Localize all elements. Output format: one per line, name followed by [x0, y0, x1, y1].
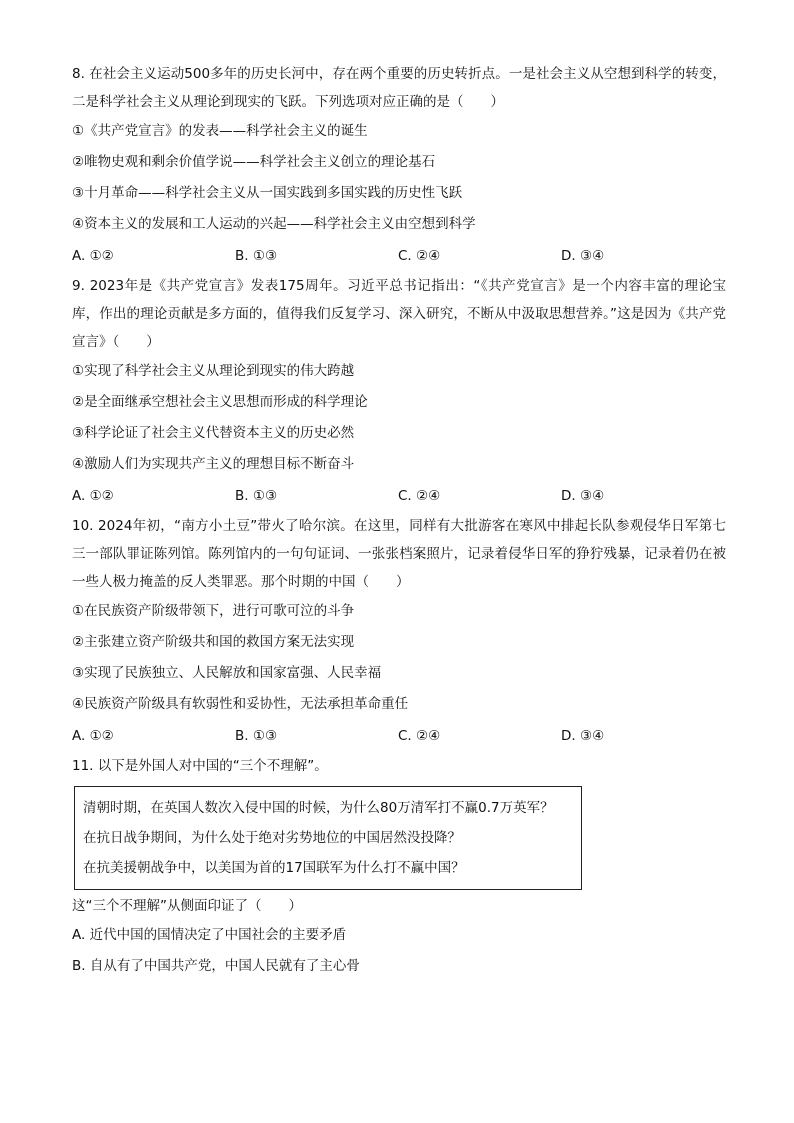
choice-d[interactable]: D. ③④	[561, 248, 605, 264]
statement-item: ④民族资产阶级具有软弱性和妥协性，无法承担革命重任	[72, 696, 409, 712]
exam-content	[72, 60, 726, 982]
quote-line: 在抗日战争期间，为什么处于绝对劣势地位的中国居然没投降？	[83, 830, 461, 846]
statement-item: ②主张建立资产阶级共和国的救国方案无法实现	[72, 634, 355, 650]
choice-a[interactable]: A. 近代中国的国情决定了中国社会的主要矛盾	[72, 927, 347, 943]
answer-choices	[72, 240, 726, 272]
question-prompt: 这“三个不理解”从侧面印证了（ ）	[72, 898, 302, 914]
question-stem: 11. 以下是外国人对中国的“三个不理解”。	[72, 758, 328, 774]
choice-a[interactable]: A. ①②	[72, 248, 114, 264]
quote-line: 在抗美援朝战争中，以美国为首的17国联军为什么打不赢中国？	[83, 860, 465, 876]
choice-b[interactable]: B. ①③	[235, 488, 278, 504]
statement-item: ①在民族资产阶级带领下，进行可歌可泣的斗争	[72, 603, 355, 619]
choice-b[interactable]: B. ①③	[235, 728, 278, 744]
answer-choices	[72, 720, 726, 752]
choice-c[interactable]: C. ②④	[398, 728, 441, 744]
question-9	[72, 272, 726, 512]
question-11	[72, 752, 726, 982]
statement-item: ②是全面继承空想社会主义思想而形成的科学理论	[72, 394, 368, 410]
choice-a[interactable]: A. ①②	[72, 728, 114, 744]
statement-item: ③实现了民族独立、人民解放和国家富强、人民幸福	[72, 665, 382, 681]
question-stem: 8. 在社会主义运动500多年的历史长河中，存在两个重要的历史转折点。一是社会主义从空想到科学的转变，二是科学社会主义从理论到现实的飞跃。下列选项对应正确的是（ ）	[72, 66, 726, 110]
statement-item: ④激励人们为实现共产主义的理想目标不断奋斗	[72, 456, 355, 472]
quote-line: 清朝时期，在英国人数次入侵中国的时候，为什么80万清军打不赢0.7万英军？	[83, 800, 554, 816]
statement-item: ②唯物史观和剩余价值学说——科学社会主义创立的理论基石	[72, 154, 436, 170]
choice-d[interactable]: D. ③④	[561, 488, 605, 504]
question-8	[72, 60, 726, 272]
question-stem: 10. 2024年初，“南方小土豆”带火了哈尔滨。在这里，同样有大批游客在寒风中排起长队参观侵华日军第七三一部队罪证陈列馆。陈列馆内的一句句证词、一张张档案照片，记录着侵华日军的狰狞残暴，记录着仍在被一些人极力掩盖的反人类罪恶。那个时期的中国（ ）	[72, 518, 726, 590]
answer-choices	[72, 480, 726, 512]
choice-b[interactable]: B. 自从有了中国共产党，中国人民就有了主心骨	[72, 958, 360, 974]
quote-box	[74, 786, 582, 890]
question-10	[72, 512, 726, 752]
question-stem: 9. 2023年是《共产党宣言》发表175周年。习近平总书记指出：“《共产党宣言》是一个内容丰富的理论宝库，作出的理论贡献是多方面的，值得我们反复学习、深入研究，不断从中汲取思想营养。”这是因为《共产党宣言》（ ）	[72, 278, 726, 350]
statement-item: ④资本主义的发展和工人运动的兴起——科学社会主义由空想到科学	[72, 216, 476, 232]
choice-a[interactable]: A. ①②	[72, 488, 114, 504]
statement-item: ①实现了科学社会主义从理论到现实的伟大跨越	[72, 363, 355, 379]
statement-item: ①《共产党宣言》的发表——科学社会主义的诞生	[72, 123, 368, 139]
statement-item: ③科学论证了社会主义代替资本主义的历史必然	[72, 425, 355, 441]
choice-c[interactable]: C. ②④	[398, 248, 441, 264]
choice-b[interactable]: B. ①③	[235, 248, 278, 264]
choice-d[interactable]: D. ③④	[561, 728, 605, 744]
choice-c[interactable]: C. ②④	[398, 488, 441, 504]
statement-item: ③十月革命——科学社会主义从一国实践到多国实践的历史性飞跃	[72, 185, 463, 201]
